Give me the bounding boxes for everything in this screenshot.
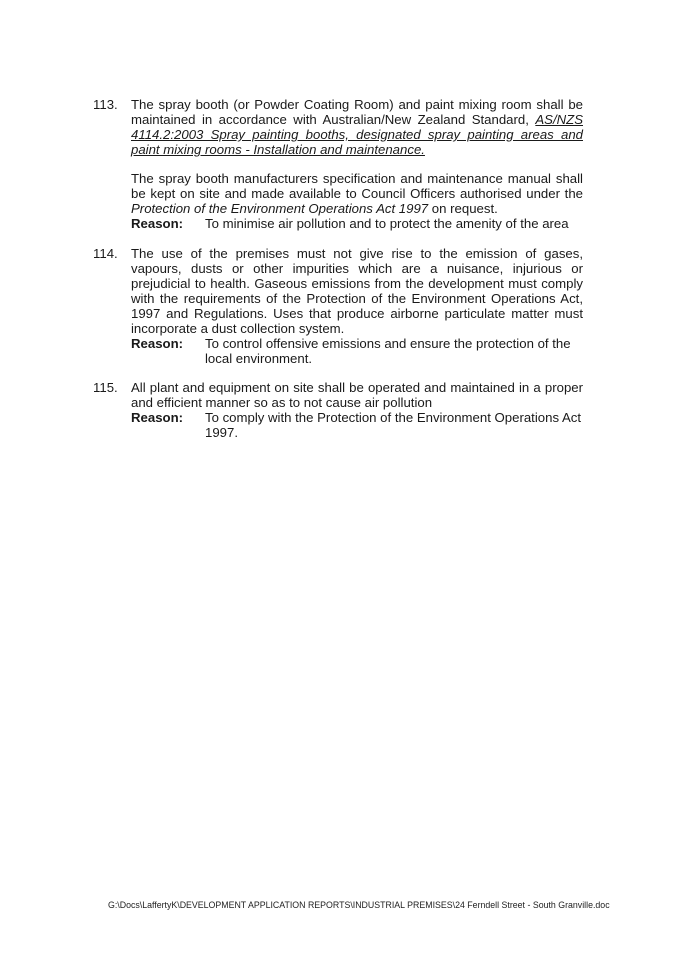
condition-body <box>131 97 583 231</box>
reason-text: To comply with the Protection of the Environment Operations Act 1997. <box>205 410 582 440</box>
reason-label: Reason: <box>131 336 184 351</box>
reason-row <box>131 410 583 440</box>
condition-text: The spray booth (or Powder Coating Room) and paint mixing room shall be maintained in accordance with Australian/New Zealand Standard, <box>131 97 583 127</box>
reason-text: To minimise air pollution and to protect the amenity of the area <box>205 216 569 231</box>
document-footer-path: G:\Docs\LaffertyK\DEVELOPMENT APPLICATION REPORTS\INDUSTRIAL PREMISES\24 Ferndell Street - South Granville.doc <box>108 900 610 910</box>
condition-paragraph: The use of the premises must not give rise to the emission of gases, vapours, dusts or other impurities which are a nuisance, injurious or prejudicial to health. Gaseous emissions from the development must comply with the requirements of the Protection of the Environment Operations Act, 1997 and Regulations. Uses that produce airborne particulate matter must incorporate a dust collection system. <box>131 246 583 336</box>
condition-text: The spray booth manufacturers specification and maintenance manual shall be kept on site and made available to Council Officers authorised under the <box>131 171 583 201</box>
condition-number: 113. <box>93 97 118 112</box>
reason-label: Reason: <box>131 216 184 231</box>
reason-row <box>131 336 583 366</box>
condition-paragraph <box>131 97 583 157</box>
reason-row <box>131 216 583 231</box>
condition-paragraph <box>131 171 583 216</box>
condition-paragraph: All plant and equipment on site shall be operated and maintained in a proper and efficient manner so as to not cause air pollution <box>131 380 583 410</box>
condition-body <box>131 246 583 366</box>
act-reference: Protection of the Environment Operations Act 1997 <box>131 201 429 216</box>
condition-body <box>131 380 583 440</box>
standard-reference: AS/NZS 4114.2:2003 Spray painting booths, designated spray painting areas and paint mixing rooms - Installation and maintenance. <box>131 112 583 157</box>
reason-label: Reason: <box>131 410 184 425</box>
condition-text-tail: on request. <box>428 201 498 216</box>
condition-number: 115. <box>93 380 118 395</box>
reason-text: To control offensive emissions and ensure the protection of the local environment. <box>205 336 571 366</box>
condition-number: 114. <box>93 246 118 261</box>
